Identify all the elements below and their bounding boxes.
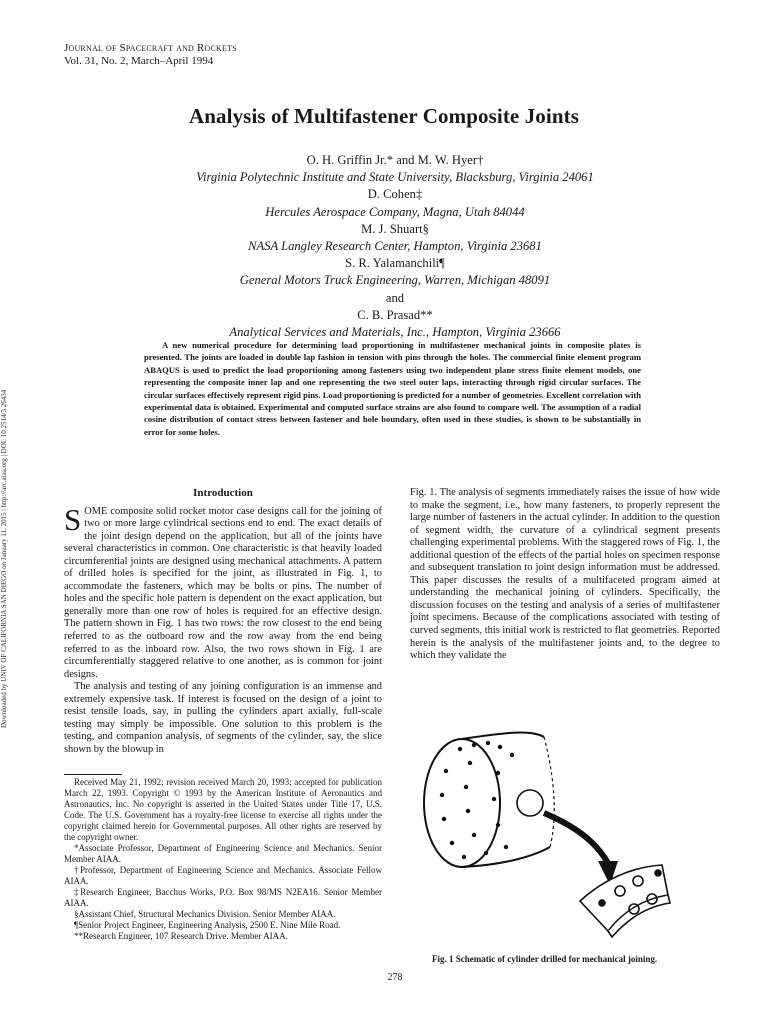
author-names-4: S. R. Yalamanchili¶ [345, 256, 445, 271]
footnote-author-4: §Assistant Chief, Structural Mechanics Division. Senior Member AIAA. [74, 909, 336, 919]
author-names-1: O. H. Griffin Jr.* and M. W. Hyer† [306, 153, 484, 167]
footnote-received: Received May 21, 1992; revision received March 20, 1993; accepted for publication March 22, 1993. Copyright © 1993 by the American Institute of Aeronautics and Astronautics, Inc. No copyright is asserted in the United States under Title 17, U.S. Code. The U.S. Government has a royalty-free license to exercise all rights under the copyright claimed herein for Governmental purposes. All other rights are reserved by the copyright owner. [64, 777, 382, 842]
intro-paragraph-2: The analysis and testing of any joining configuration is an immense and extremely expensive task. If interest is focused on the design of a joint to resist tensile loads, say, in pulling the cylinders apart axially, full-scale testing may simply be impossible. One solution to this problem is the testing, and companion analysis, of segments of the cylinder, say, the slice shown by the blowup in [64, 681, 382, 755]
footnote-author-5: ¶Senior Project Engineer, Engineering Analysis, 2500 E. Nine Mile Road. [74, 920, 341, 930]
footnote-rule [64, 774, 122, 775]
download-note: Downloaded by UNIV OF CALIFORNIA SAN DIEGO on January 11, 2015 | http://arc.aiaa.org | DOI: 10.2514/3.26434 [0, 389, 8, 728]
author-names-2: D. Cohen‡ [367, 187, 423, 202]
author-block [0, 152, 768, 341]
journal-name: Journal of Spacecraft and Rockets [64, 42, 237, 54]
paper-title: Analysis of Multifastener Composite Joints [189, 104, 579, 128]
abstract [144, 339, 641, 438]
cylinder-holes [440, 741, 514, 859]
download-sidebar [0, 298, 14, 728]
journal-header [64, 42, 237, 68]
intro-paragraph-1-text: OME composite solid rocket motor case designs call for the joining of two or more large cylindrical sections end to end. The exact details of the joint design depend on the application, but all of the joints have several characteristics in common. One characteristic is that heavily loaded circumferential joints are designed using mechanical attachments. A pattern of drilled holes is specified for the joint, as illustrated in Fig. 1, to accommodate the fasteners, which may be bolts or pins. The number of holes and the specific hole pattern is dependent on the exact application, but generally more than one row of holes is required for an effective design. The pattern shown in Fig. 1 has two rows: the row closest to the end being referred to as the outboard row and the row away from the end being referred to as the inboard row. Also, the two rows shown in Fig. 1 are circumferentially staggered relative to one another, as is common for joint designs. [64, 505, 382, 680]
footnote-author-1: *Associate Professor, Department of Engineering Science and Mechanics. Senior Member AIAA. [64, 843, 382, 864]
right-column [410, 487, 720, 663]
author-affiliation-2: Hercules Aerospace Company, Magna, Utah 84044 [265, 204, 525, 219]
author-affiliation-5: Analytical Services and Materials, Inc., Hampton, Virginia 23666 [229, 325, 561, 340]
blowup-arrow [544, 813, 608, 863]
author-affiliation-1: Virginia Polytechnic Institute and State University, Blacksburg, Virginia 24061 [196, 170, 594, 185]
intro-paragraph-1 [64, 501, 382, 682]
page-number: 278 [387, 972, 403, 983]
author-affiliation-3: NASA Langley Research Center, Hampton, Virginia 23681 [248, 239, 542, 254]
abstract-text: A new numerical procedure for determining load proportioning in multifastener mechanical joints in composite plates is presented. The joints are loaded in double lap fashion in tension with pins through the holes. The commercial finite element program ABAQUS is used to predict the load proportioning among fasteners using two independent plane stress finite element models, one representing the composite inner lap and one representing the two steel outer laps, interacting through rigid circular surfaces. The circular surfaces effectively represent rigid pins. Load proportioning is predicted for a number of geometries. Excellent correlation with experimental data is obtained. Experimental and computed surface strains are also found to compare well. The assumption of a radial cosine distribution of contact stress between fastener and hole boundary, often used in these studies, is shown to be substantially in error for some holes. [144, 340, 641, 437]
intro-paragraph-continued: Fig. 1. The analysis of segments immediately raises the issue of how wide to make the segment, i.e., how many fasteners, to properly represent the large number of fasteners in the actual cylinder. In addition to the question of segment width, the curvature of a cylindrical segment presents challenging experimental problems. With the staggered rows of Fig. 1, the additional question of the effects of the partial holes on specimen response and subsequent translation to joint design information must be addressed. This paper discusses the results of a multifaceted program aimed at understanding the mechanical joining of cylinders. Specifically, the discussion focuses on the testing and analysis of a series of multifastener joint specimens. Because of the complications associated with testing of curved segments, this initial work is restricted to flat geometries. Reported herein is the analysis of the multifastener joints and, to the degree to which they validate the [410, 487, 720, 662]
drop-cap: S [64, 501, 82, 537]
figure-cylinder-schematic [412, 715, 722, 945]
author-conjunction: and [385, 290, 405, 305]
footnote-author-2: †Professor, Department of Engineering Science and Mechanics. Associate Fellow AIAA. [64, 865, 382, 886]
blowup-marker [517, 790, 543, 816]
author-affiliation-4: General Motors Truck Engineering, Warren, Michigan 48091 [239, 273, 551, 288]
left-column [64, 487, 382, 756]
author-names-3: M. J. Shuart§ [361, 221, 429, 236]
journal-issue: Vol. 31, No. 2, March–April 1994 [64, 55, 214, 67]
figure-caption: Fig. 1 Schematic of cylinder drilled for mechanical joining. [432, 954, 658, 964]
cylinder-body [424, 733, 554, 867]
footnotes [64, 777, 382, 942]
section-heading: Introduction [193, 487, 253, 499]
author-names-5: C. B. Prasad** [357, 307, 433, 322]
footnote-author-6: **Research Engineer, 107 Research Drive. Member AIAA. [74, 931, 288, 941]
footnote-author-3: ‡Research Engineer, Bacchus Works, P.O. Box 98/MS N2EA16. Senior Member AIAA. [64, 887, 382, 908]
